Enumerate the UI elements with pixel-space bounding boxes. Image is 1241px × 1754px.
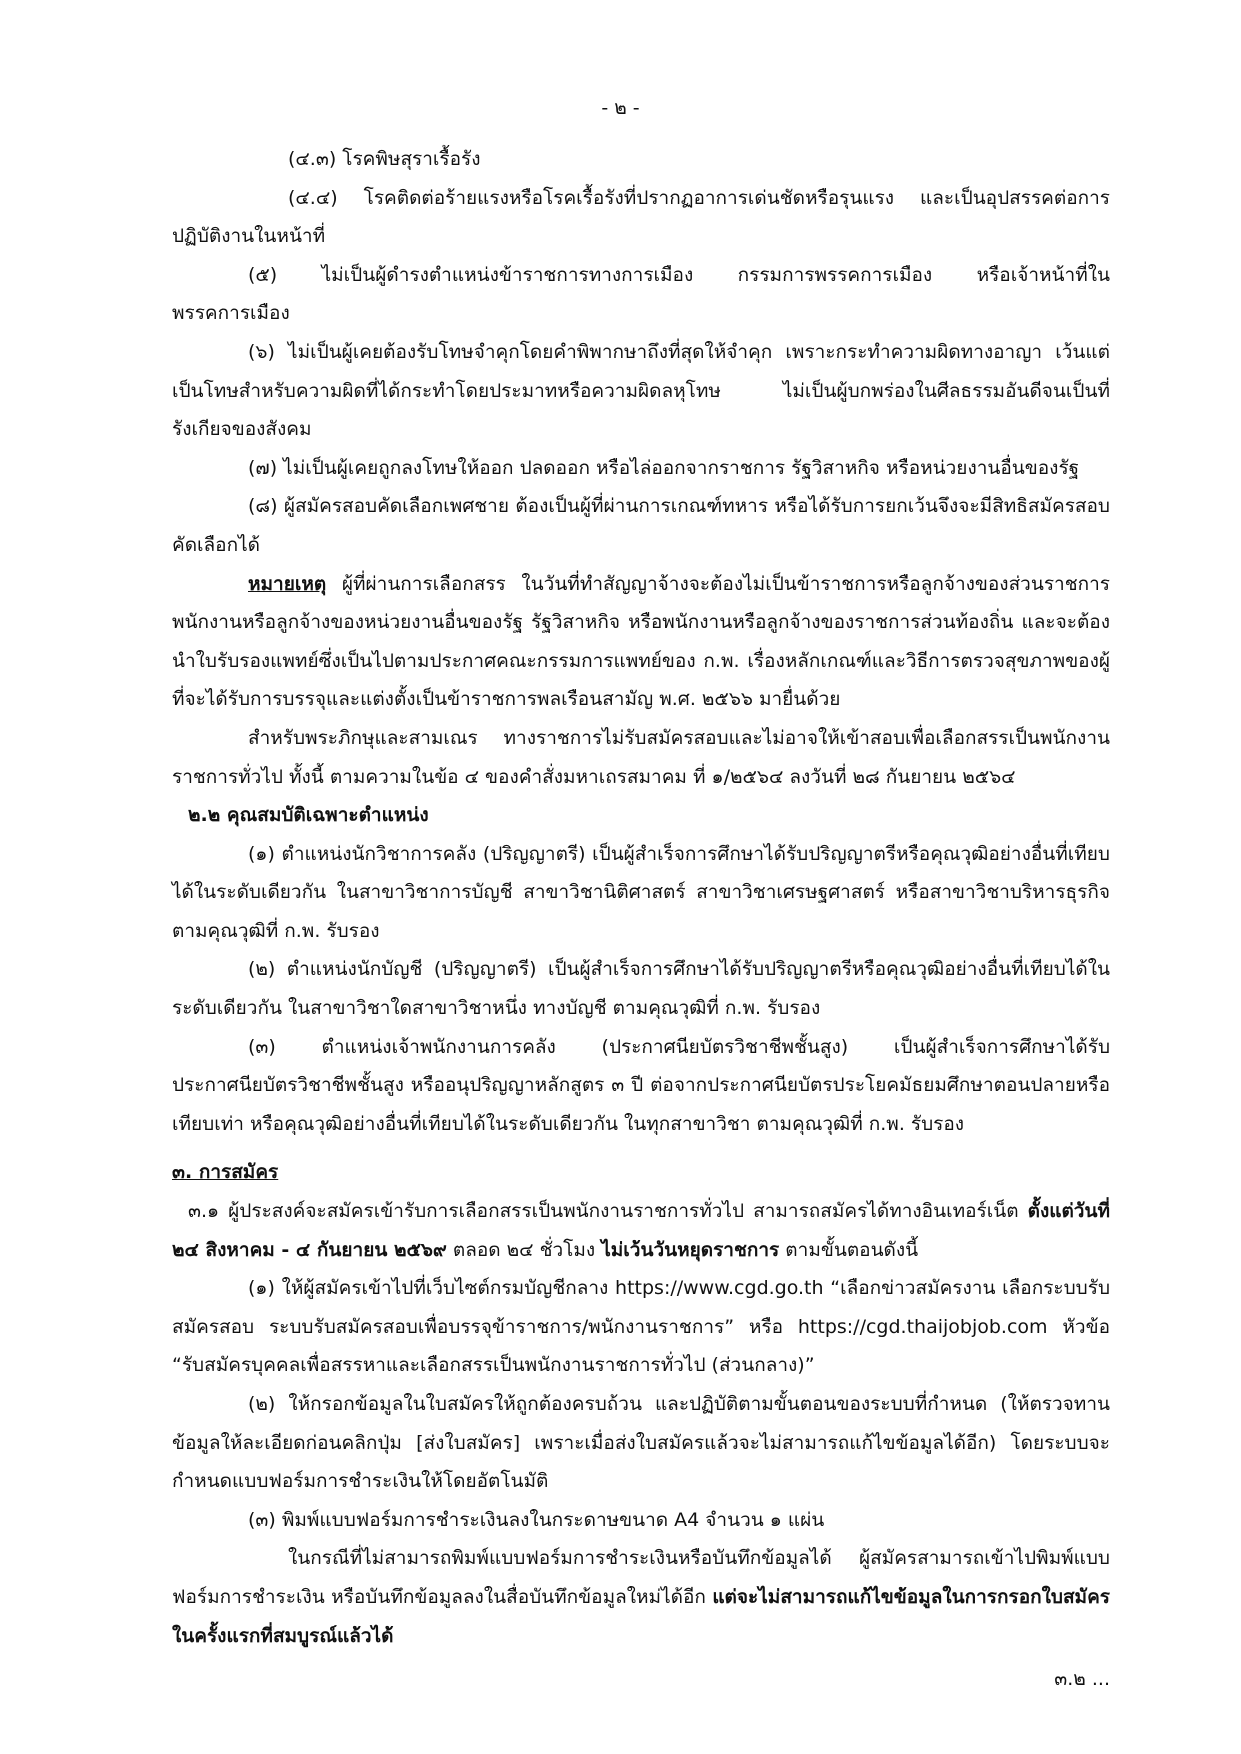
- qual-2: (๒) ตำแหน่งนักบัญชี (ปริญญาตรี) เป็นผู้สำเร็จการศึกษาได้รับปริญญาตรีหรือคุณวุฒิอย่างอื่นที่เทียบได้ในระดับเดียวกัน ในสาขาวิชาใดสาขาวิชาหนึ่ง ทางบัญชี ตามคุณวุฒิที่ ก.พ. รับรอง: [172, 958, 1110, 1020]
- step-1: (๑) ให้ผู้สมัครเข้าไปที่เว็บไซต์กรมบัญชีกลาง https://www.cgd.go.th “เลือกข่าวสมัครงาน เลือกระบบรับสมัครสอบ ระบบรับสมัครสอบเพื่อบรรจุข้าราชการ/พนักงานราชการ” หรือ https://cgd.thaijobjob.com หัวข้อ “รับสมัครบุคคลเพื่อสรรหาและเลือกสรรเป็นพนักงานราชการทั่วไป (ส่วนกลาง)”: [172, 1277, 1110, 1377]
- heading-3-text: ๓. การสมัคร: [172, 1161, 279, 1184]
- qual-1: (๑) ตำแหน่งนักวิชาการคลัง (ปริญญาตรี) เป็นผู้สำเร็จการศึกษาได้รับปริญญาตรีหรือคุณวุฒิอย่างอื่นที่เทียบได้ในระดับเดียวกัน ในสาขาวิชาการบัญชี สาขาวิชานิติศาสตร์ สาขาวิชาเศรษฐศาสตร์ หรือสาขาวิชาบริหารธุรกิจ ตามคุณวุฒิที่ ก.พ. รับรอง: [172, 842, 1110, 942]
- para-7: (๗) ไม่เป็นผู้เคยถูกลงโทษให้ออก ปลดออก หรือไล่ออกจากราชการ รัฐวิสาหกิจ หรือหน่วยงานอื่นของรัฐ: [248, 456, 1080, 479]
- para-5: (๕) ไม่เป็นผู้ดำรงตำแหน่งข้าราชการทางการเมือง กรรมการพรรคการเมือง หรือเจ้าหน้าที่ในพรรคการเมือง: [172, 263, 1110, 325]
- page-number: - ๒ -: [601, 97, 640, 119]
- monk-paragraph: สำหรับพระภิกษุและสามเณร ทางราชการไม่รับสมัครสอบและไม่อาจให้เข้าสอบเพื่อเลือกสรรเป็นพนักงานราชการทั่วไป ทั้งนี้ ตามความในข้อ ๔ ของคำสั่งมหาเถรสมาคม ที่ ๑/๒๕๖๔ ลงวันที่ ๒๘ กันยายน ๒๕๖๔: [172, 726, 1110, 788]
- note-paragraph: [172, 565, 1110, 719]
- print-note-a: ในกรณีที่ไม่สามารถพิมพ์แบบฟอร์มการชำระเงินหรือบันทึกข้อมูลได้ ผู้สมัครสามารถเข้าไปพิมพ์แบบฟอร์มการชำระเงิน หรือบันทึกข้อมูลลงในสื่อบันทึกข้อมูลใหม่ได้อีก: [172, 1547, 1110, 1608]
- para-3-1: [172, 1192, 1110, 1269]
- continuation-marker: ๓.๒ ...: [1054, 1668, 1110, 1690]
- para-3-1-c: ตลอด ๒๔ ชั่วโมง: [446, 1238, 602, 1261]
- para-6: (๖) ไม่เป็นผู้เคยต้องรับโทษจำคุกโดยคำพิพากษาถึงที่สุดให้จำคุก เพราะกระทำความผิดทางอาญา เว้นแต่เป็นโทษสำหรับความผิดที่ได้กระทำโดยประมาทหรือความผิดลหุโทษ ไม่เป็นผู้บกพร่องในศีลธรรมอันดีจนเป็นที่รังเกียจของสังคม: [172, 340, 1110, 441]
- note-text: ผู้ที่ผ่านการเลือกสรร ในวันที่ทำสัญญาจ้างจะต้องไม่เป็นข้าราชการหรือลูกจ้างของส่วนราชการ พนักงานหรือลูกจ้างของหน่วยงานอื่นของรัฐ รัฐวิสาหกิจ หรือพนักงานหรือลูกจ้างของราชการส่วนท้องถิ่น และจะต้องนำใบรับรองแพทย์ซึ่งเป็นไปตามประกาศคณะกรรมการแพทย์ของ ก.พ. เรื่องหลักเกณฑ์และวิธีการตรวจสุขภาพของผู้ที่จะได้รับการบรรจุและแต่งตั้งเป็นข้าราชการพลเรือนสามัญ พ.ศ. ๒๕๖๖ มายื่นด้วย: [172, 572, 1110, 711]
- heading-2-2: ๒.๒ คุณสมบัติเฉพาะตำแหน่ง: [188, 804, 429, 827]
- document-body: [172, 140, 1110, 1655]
- para-4-4: (๔.๔) โรคติดต่อร้ายแรงหรือโรคเรื้อรังที่ปรากฏอาการเด่นชัดหรือรุนแรง และเป็นอุปสรรคต่อการปฏิบัติงานในหน้าที่: [172, 186, 1110, 248]
- step-3: (๓) พิมพ์แบบฟอร์มการชำระเงินลงในกระดาษขนาด A4 จำนวน ๑ แผ่น: [248, 1508, 825, 1531]
- print-note: [172, 1539, 1110, 1655]
- para-3-1-no-holiday: ไม่เว้นวันหยุดราชการ: [601, 1238, 780, 1261]
- note-label: หมายเหตุ: [248, 572, 327, 595]
- step-2: (๒) ให้กรอกข้อมูลในใบสมัครให้ถูกต้องครบถ้วน และปฏิบัติตามขั้นตอนของระบบที่กำหนด (ให้ตรวจทานข้อมูลให้ละเอียดก่อนคลิกปุ่ม [ส่งใบสมัคร] เพราะเมื่อส่งใบสมัครแล้วจะไม่สามารถแก้ไขข้อมูลได้อีก) โดยระบบจะกำหนดแบบฟอร์มการชำระเงินให้โดยอัตโนมัติ: [172, 1393, 1110, 1493]
- para-3-1-e: ตามขั้นตอนดังนี้: [779, 1238, 919, 1261]
- para-3-1-a: ๓.๑ ผู้ประสงค์จะสมัครเข้ารับการเลือกสรรเป็นพนักงานราชการทั่วไป สามารถสมัครได้ทางอินเทอร์เน็ต: [188, 1200, 1028, 1223]
- para-3-1-dates: ตั้งแต่วันที่ ๒๔ สิงหาคม - ๔ กันยายน ๒๕๖๙: [172, 1200, 1110, 1261]
- qual-3: (๓) ตำแหน่งเจ้าพนักงานการคลัง (ประกาศนียบัตรวิชาชีพชั้นสูง) เป็นผู้สำเร็จการศึกษาได้รับประกาศนียบัตรวิชาชีพชั้นสูง หรืออนุปริญญาหลักสูตร ๓ ปี ต่อจากประกาศนียบัตรประโยคมัธยมศึกษาตอนปลายหรือเทียบเท่า หรือคุณวุฒิอย่างอื่นที่เทียบได้ในระดับเดียวกัน ในทุกสาขาวิชา ตามคุณวุฒิที่ ก.พ. รับรอง: [172, 1035, 1110, 1135]
- print-note-bold: แต่จะไม่สามารถแก้ไขข้อมูลในการกรอกใบสมัครในครั้งแรกที่สมบูรณ์แล้วได้: [172, 1585, 1110, 1647]
- heading-3: [172, 1153, 1110, 1192]
- para-4-3: (๔.๓) โรคพิษสุราเรื้อรัง: [288, 148, 481, 170]
- para-8: (๘) ผู้สมัครสอบคัดเลือกเพศชาย ต้องเป็นผู้ที่ผ่านการเกณฑ์ทหาร หรือได้รับการยกเว้นจึงจะมีสิทธิสมัครสอบคัดเลือกได้: [172, 495, 1110, 556]
